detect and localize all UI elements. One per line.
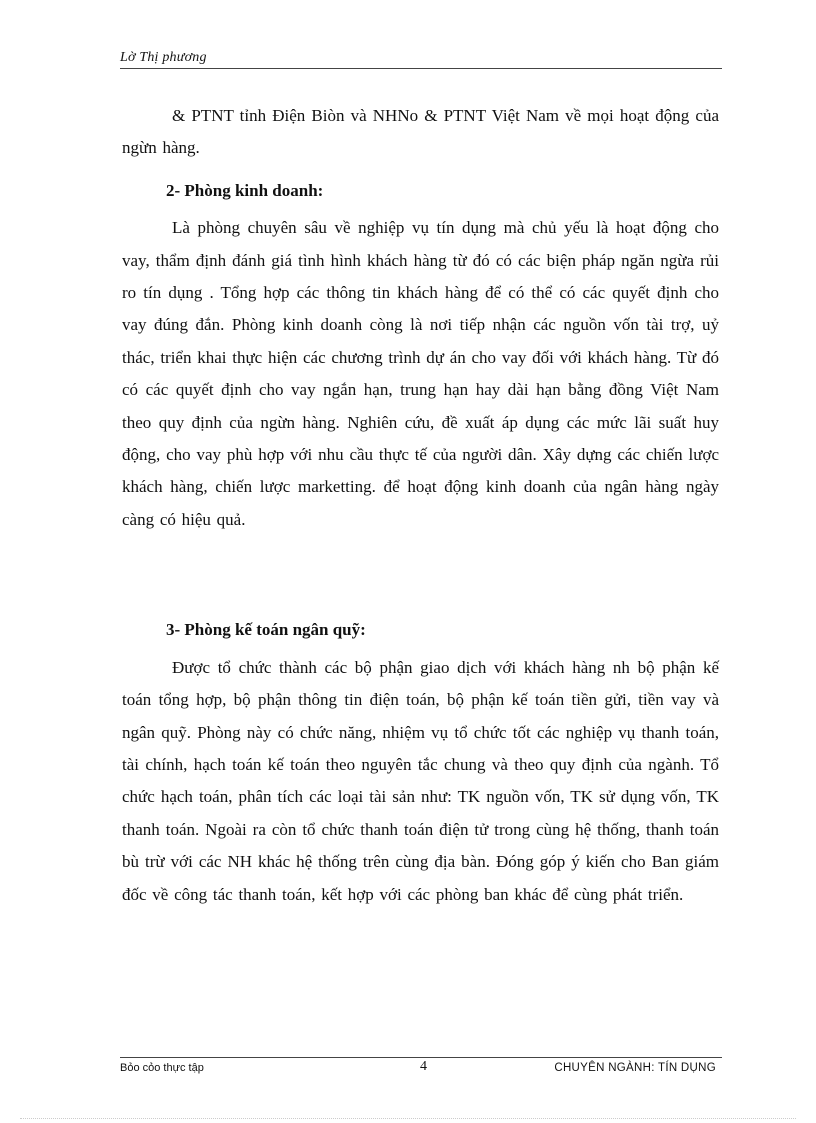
header-author: Lờ Thị phương <box>120 50 207 65</box>
page-header <box>120 48 722 69</box>
page-footer <box>120 1057 722 1080</box>
page-edge-divider <box>20 1118 796 1119</box>
section-2-heading: 2- Phòng kinh doanh: <box>166 180 324 200</box>
page-number: 4 <box>420 1059 427 1074</box>
section-3-heading: 3- Phòng kế toán ngân quỹ: <box>166 620 366 640</box>
section-3-body: Được tổ chức thành các bộ phận giao dịch với khách hàng nh bộ phận kế toán tổng hợp, bộ phận thông tin điện toán, bộ phận kế toán tiền gửi, tiền vay và ngân quỹ. Phòng này có chức năng, nhiệm vụ tổ chức tốt các nghiệp vụ thanh toán, tài chính, hạch toán kế toán theo nguyên tắc chung và theo quy định của ngành. Tổ chức hạch toán, phân tích các loại tài sản như: TK nguồn vốn, TK sử dụng vốn, TK thanh toán. Ngoài ra còn tổ chức thanh toán điện tử trong cùng hệ thống, thanh toán bù trừ với các NH khác hệ thống trên cùng địa bàn. Đóng góp ý kiến cho Ban giám đốc về công tác thanh toán, kết hợp với các phòng ban khác để cùng phát triển. <box>122 657 719 904</box>
page-content <box>122 100 719 911</box>
footer-report-label: Bỏo cỏo thực tập <box>120 1062 204 1074</box>
footer-major-label: CHUYÊN NGÀNH: TÍN DỤNG <box>554 1062 716 1074</box>
intro-paragraph: & PTNT tỉnh Điện Biòn và NHNo & PTNT Việt Nam về mọi hoạt động của ngừn hàng. <box>122 106 719 158</box>
section-2-body: Là phòng chuyên sâu về nghiệp vụ tín dụng mà chủ yếu là hoạt động cho vay, thẩm định đánh giá tình hình khách hàng từ đó có các biện pháp ngăn ngừa rủi ro tín dụng . Tổng hợp các thông tin khách hàng để có thể có các quyết định cho vay đúng đắn. Phòng kinh doanh còng là nơi tiếp nhận các nguồn vốn tài trợ, uỷ thác, triển khai thực hiện các chương trình dự án cho vay đối với khách hàng. Từ đó có các quyết định cho vay ngắn hạn, trung hạn hay dài hạn bằng đồng Việt Nam theo quy định của ngừn hàng. Nghiên cứu, đề xuất áp dụng các mức lãi suất huy động, cho vay phù hợp với nhu cầu thực tế của người dân. Xây dựng các chiến lược khách hàng, chiến lược marketting. để hoạt động kinh doanh của ngân hàng ngày càng có hiệu quả. <box>122 218 719 529</box>
